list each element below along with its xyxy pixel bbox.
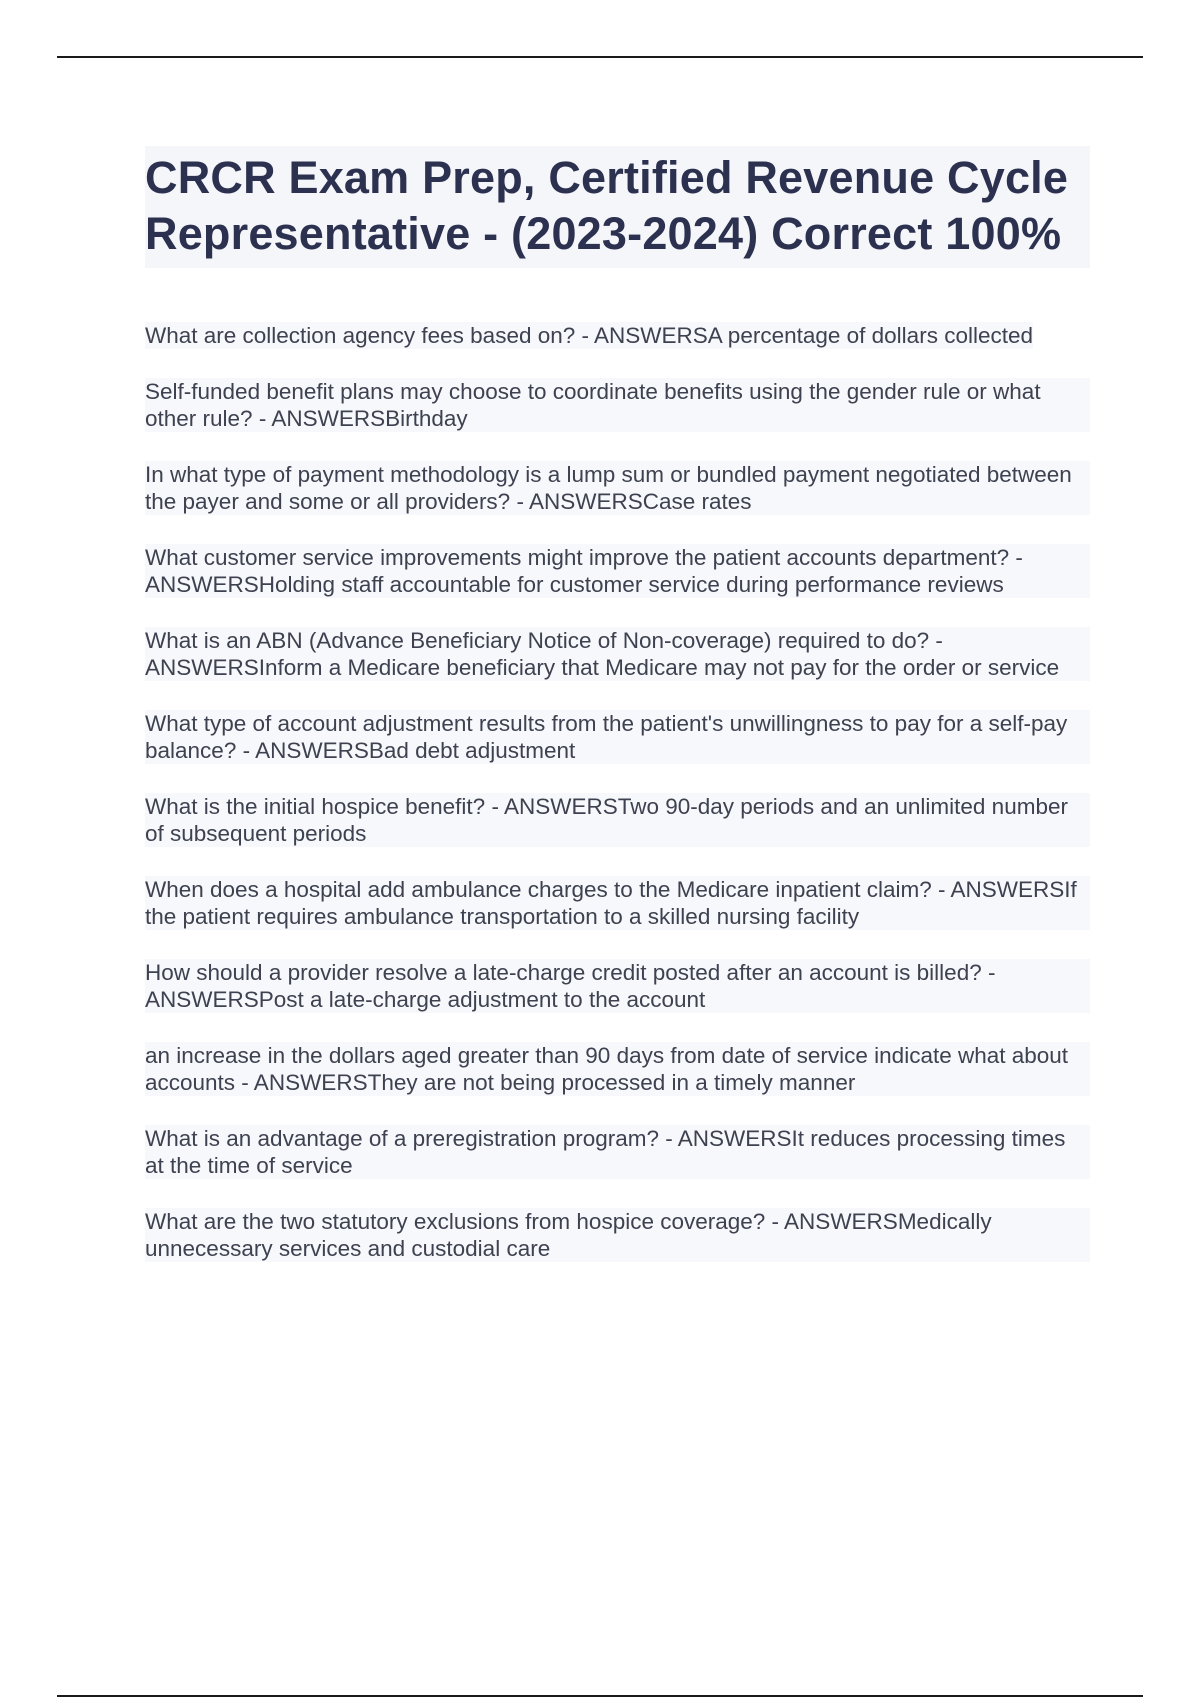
qa-item: What is an advantage of a preregistration program? - ANSWERSIt reduces processing times at the time of service (145, 1125, 1090, 1179)
qa-item: What are collection agency fees based on? - ANSWERSA percentage of dollars collected (145, 323, 1033, 348)
qa-item: What are the two statutory exclusions from hospice coverage? - ANSWERSMedically unnecessary services and custodial care (145, 1208, 1090, 1262)
qa-item: What customer service improvements might improve the patient accounts department? - ANSWERSHolding staff accountable for customer service during performance reviews (145, 544, 1090, 598)
header-rule (57, 56, 1143, 58)
qa-item: In what type of payment methodology is a lump sum or bundled payment negotiated between the payer and some or all providers? - ANSWERSCase rates (145, 461, 1090, 515)
qa-item: What is an ABN (Advance Beneficiary Notice of Non-coverage) required to do? - ANSWERSInform a Medicare beneficiary that Medicare may not pay for the order or service (145, 627, 1090, 681)
qa-item: What is the initial hospice benefit? - ANSWERSTwo 90-day periods and an unlimited number of subsequent periods (145, 793, 1090, 847)
qa-item: an increase in the dollars aged greater than 90 days from date of service indicate what about accounts - ANSWERSThey are not being processed in a timely manner (145, 1042, 1090, 1096)
qa-item: How should a provider resolve a late-charge credit posted after an account is billed? - ANSWERSPost a late-charge adjustment to the account (145, 959, 1090, 1013)
qa-item: When does a hospital add ambulance charges to the Medicare inpatient claim? - ANSWERSIf the patient requires ambulance transportation to a skilled nursing facility (145, 876, 1090, 930)
footer-rule (57, 1695, 1143, 1697)
document-title: CRCR Exam Prep, Certified Revenue Cycle Representative - (2023-2024) Correct 100% (145, 152, 1069, 259)
qa-item: What type of account adjustment results from the patient's unwillingness to pay for a self-pay balance? - ANSWERSBad debt adjustment (145, 710, 1090, 764)
qa-item: Self-funded benefit plans may choose to coordinate benefits using the gender rule or what other rule? - ANSWERSBirthday (145, 378, 1090, 432)
document-body (145, 146, 1090, 1291)
title-block (145, 146, 1090, 268)
qa-list (145, 322, 1090, 1262)
